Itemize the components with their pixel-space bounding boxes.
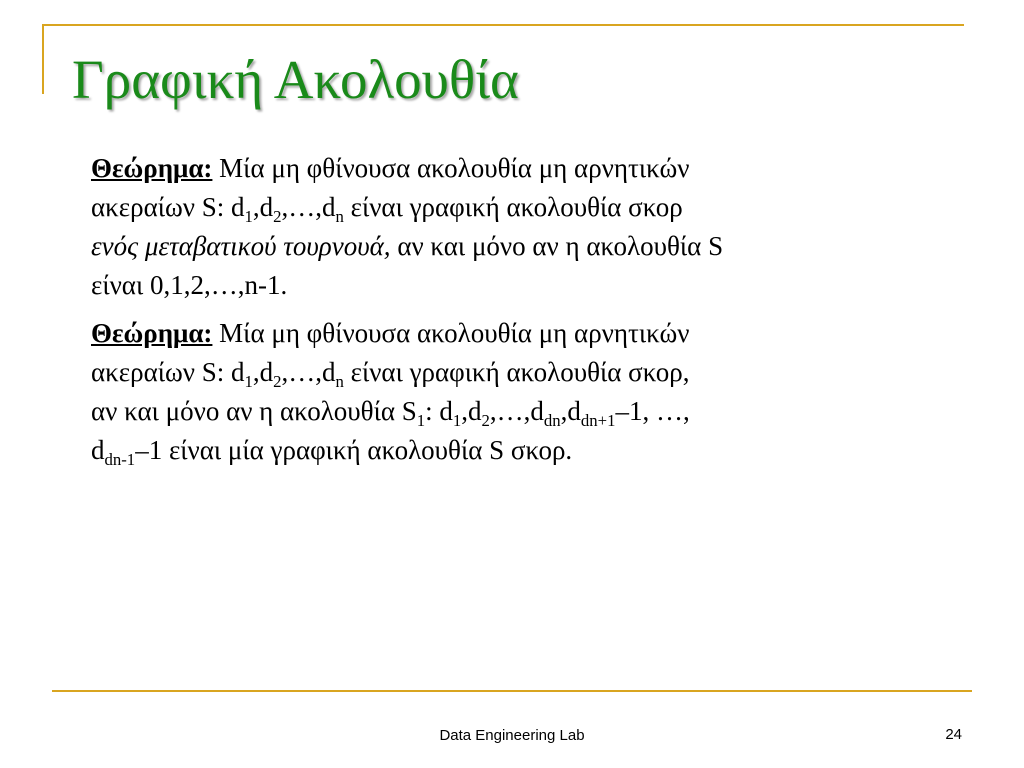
theorem-2-lead: Θεώρημα: bbox=[91, 318, 213, 348]
theorem-1-line-3 bbox=[91, 227, 921, 266]
slide-title: Γραφική Ακολουθία bbox=[72, 49, 519, 110]
subscript: dn-1 bbox=[104, 449, 136, 469]
theorem-1-line-2 bbox=[91, 188, 921, 227]
theorem-1-text: ,d bbox=[252, 192, 274, 222]
theorem-2-text: είναι γραφική ακολουθία σκορ, bbox=[343, 357, 690, 387]
theorem-1-text: είναι 0,1,2,…,n-1. bbox=[91, 270, 288, 300]
theorem-2-text: –1 είναι μία γραφική ακολουθία S σκορ. bbox=[135, 435, 573, 465]
subscript: n bbox=[335, 371, 344, 391]
title-frame-top-rule bbox=[42, 24, 964, 26]
theorem-1-text: ακεραίων S: d bbox=[91, 192, 245, 222]
theorem-1-text: Μία μη φθίνουσα ακολουθία μη αρνητικών bbox=[212, 153, 690, 183]
theorem-2-text: ,…,d bbox=[489, 396, 544, 426]
theorem-1-line-1 bbox=[91, 149, 921, 188]
theorem-2-line-1 bbox=[91, 314, 921, 353]
subscript: n bbox=[335, 206, 344, 226]
theorem-1-text: είναι γραφική ακολουθία σκορ bbox=[343, 192, 683, 222]
theorem-2-text: ,d bbox=[461, 396, 482, 426]
subscript: dn bbox=[543, 410, 561, 430]
theorem-1 bbox=[91, 149, 921, 305]
subscript: 1 bbox=[452, 410, 462, 430]
theorem-2-text: ,…,d bbox=[281, 357, 336, 387]
theorem-2-text: –1, …, bbox=[615, 396, 690, 426]
theorem-2-line-4 bbox=[91, 431, 921, 470]
theorem-1-italic-text: ενός μεταβατικού τουρνουά, bbox=[91, 231, 391, 261]
footer-label: Data Engineering Lab bbox=[439, 727, 585, 744]
subscript: 1 bbox=[244, 206, 253, 226]
footer-rule bbox=[52, 690, 972, 692]
subscript: dn+1 bbox=[580, 410, 616, 430]
page-number: 24 bbox=[945, 726, 962, 743]
theorem-2-line-2 bbox=[91, 353, 921, 392]
subscript: 2 bbox=[481, 410, 490, 430]
slide-body bbox=[91, 149, 921, 479]
theorem-1-lead: Θεώρημα: bbox=[91, 153, 213, 183]
theorem-1-text: αν και μόνο αν η ακολουθία S bbox=[390, 231, 724, 261]
theorem-2-text: d bbox=[91, 435, 105, 465]
theorem-1-line-4 bbox=[91, 266, 921, 305]
theorem-2-text: ακεραίων S: d bbox=[91, 357, 245, 387]
subscript: 1 bbox=[244, 371, 253, 391]
title-frame-left-rule bbox=[42, 24, 44, 94]
theorem-1-text: ,…,d bbox=[281, 192, 336, 222]
theorem-2 bbox=[91, 314, 921, 470]
theorem-2-text: αν και μόνο αν η ακολουθία S bbox=[91, 396, 417, 426]
theorem-2-text: ,d bbox=[252, 357, 274, 387]
theorem-2-text: ,d bbox=[560, 396, 581, 426]
theorem-2-text: : d bbox=[425, 396, 453, 426]
subscript: 2 bbox=[273, 371, 282, 391]
theorem-2-text: Μία μη φθίνουσα ακολουθία μη αρνητικών bbox=[212, 318, 690, 348]
subscript: 2 bbox=[273, 206, 282, 226]
subscript: 1 bbox=[416, 410, 426, 430]
theorem-2-line-3 bbox=[91, 392, 921, 431]
